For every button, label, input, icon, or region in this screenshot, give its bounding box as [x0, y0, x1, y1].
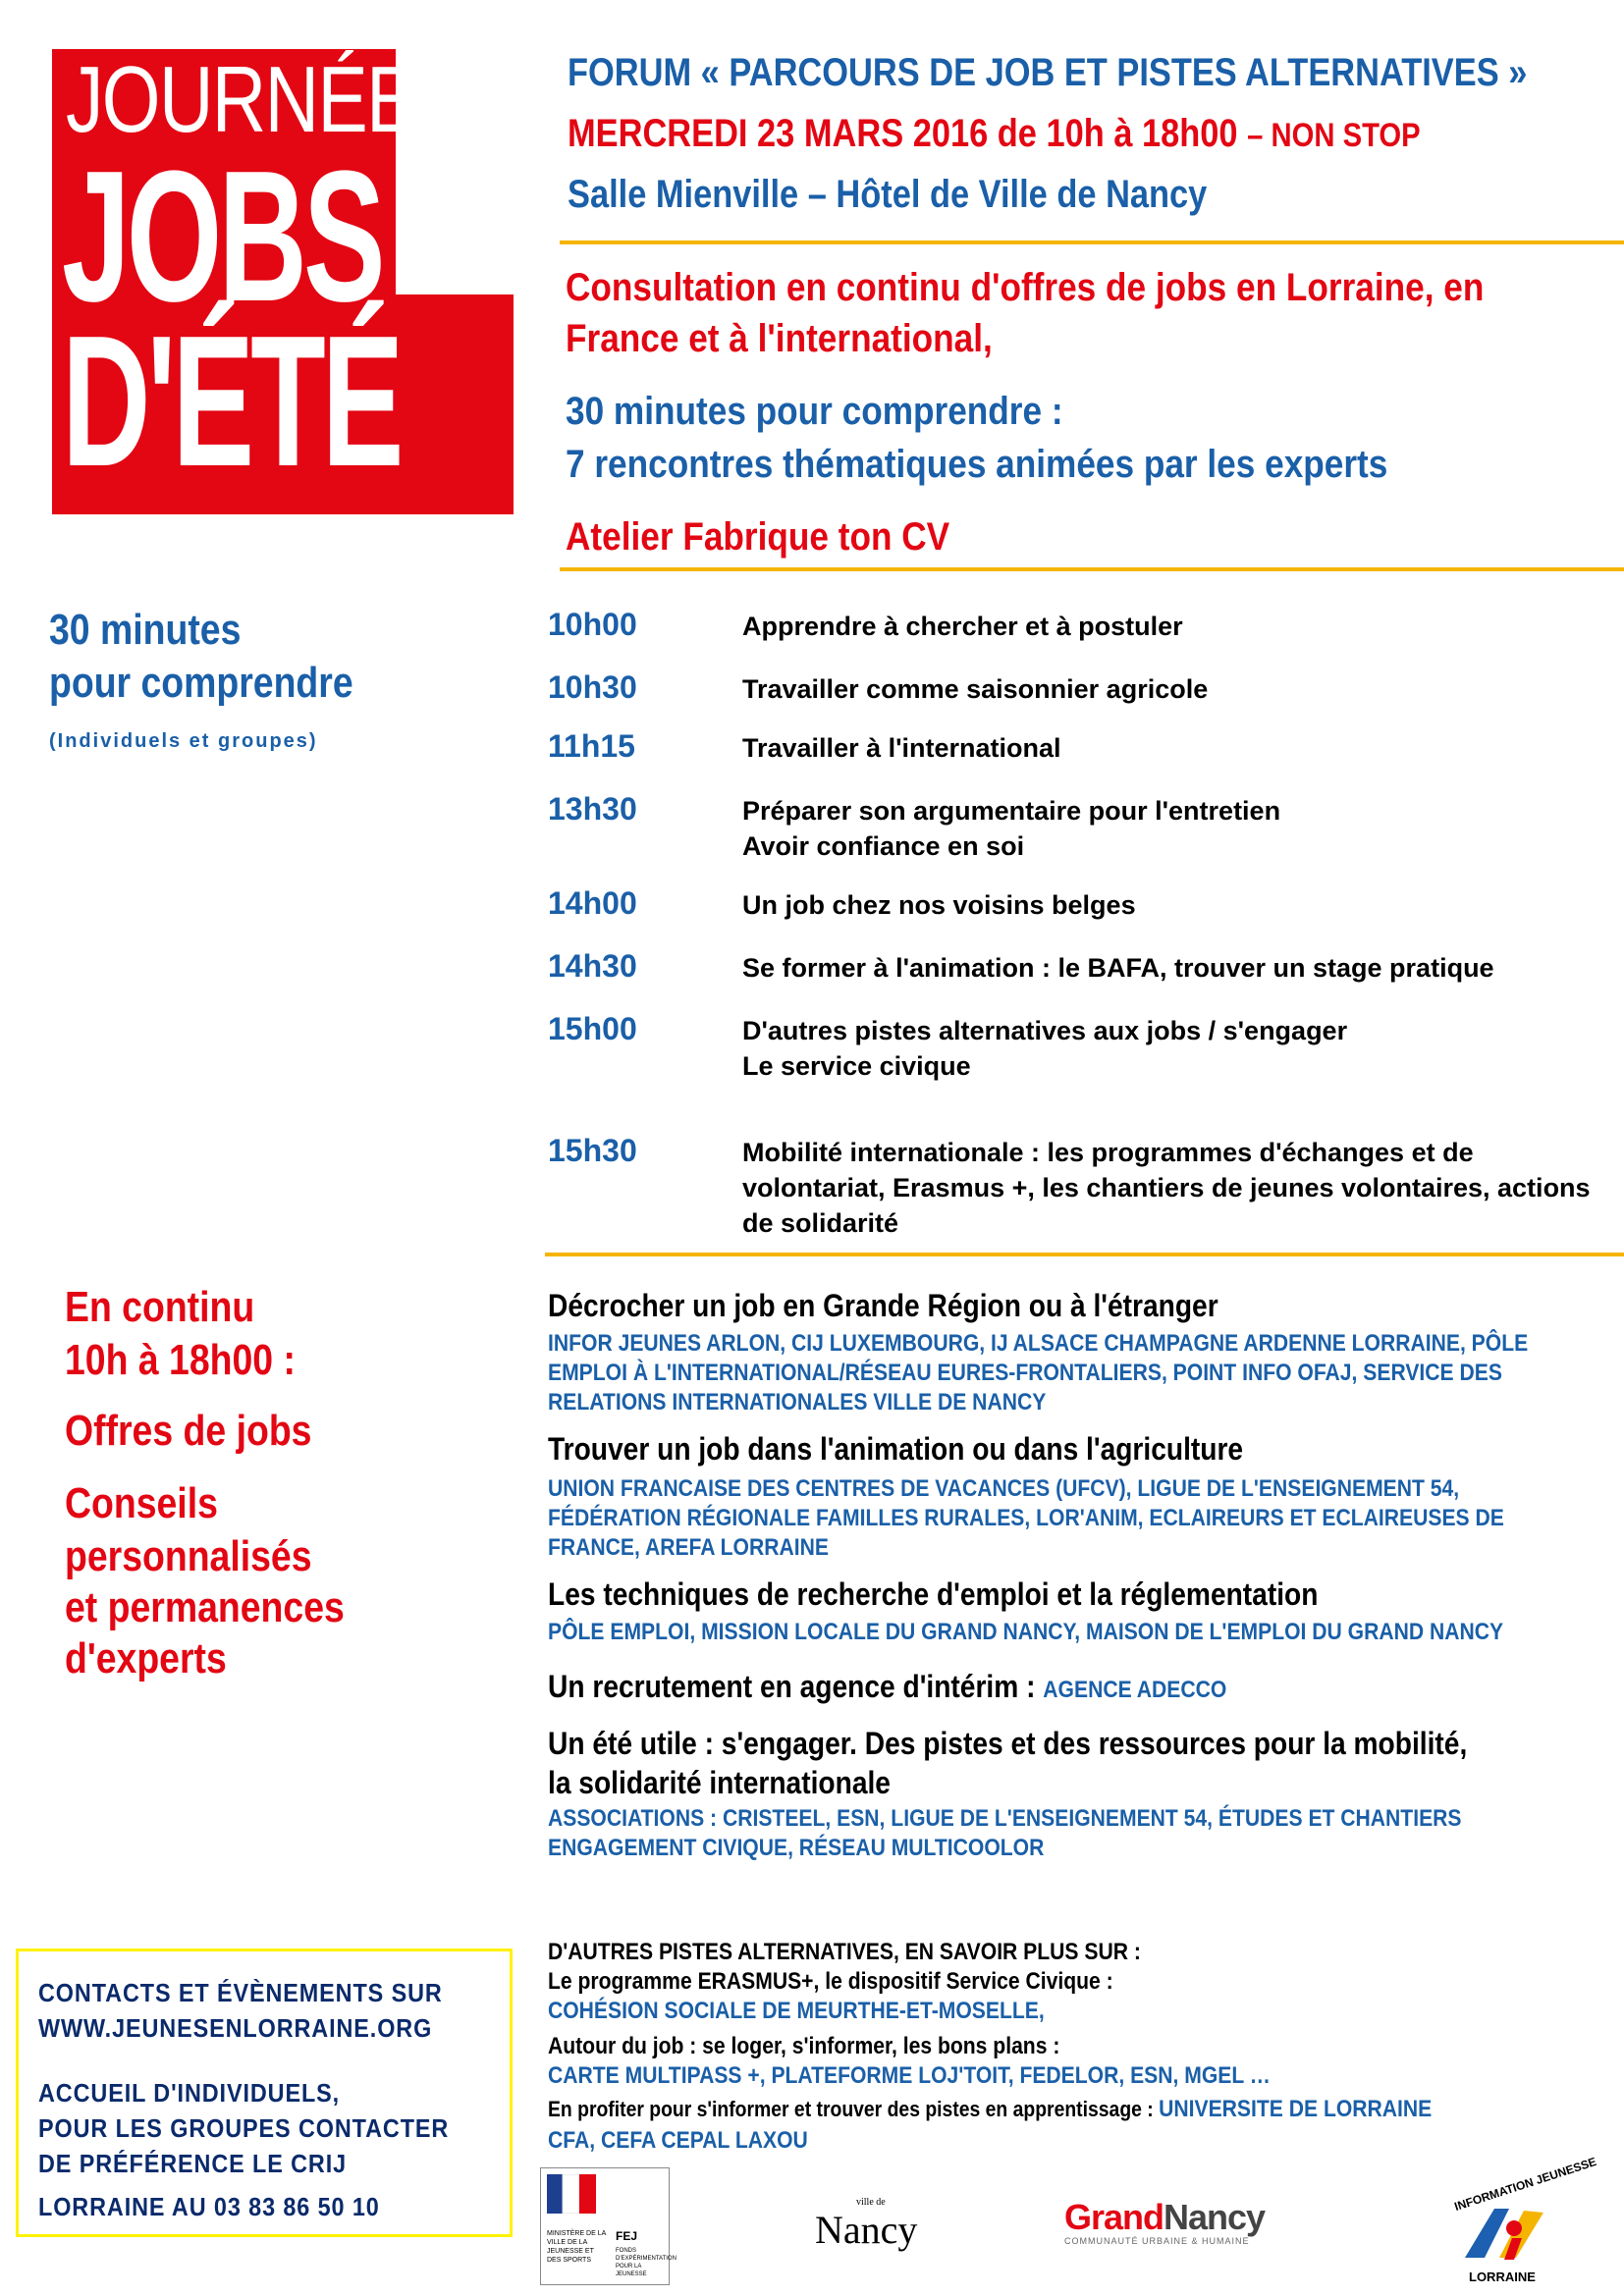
side2-line3: Offres de jobs: [65, 1407, 312, 1455]
nancy-label: Nancy: [815, 2208, 918, 2252]
logo-line-3: D'ÉTÉ: [62, 297, 401, 506]
intro-atelier: Atelier Fabrique ton CV: [566, 515, 950, 559]
schedule-talk: [742, 793, 1280, 864]
schedule-talk: [742, 609, 1183, 644]
ministere-logo: [540, 2167, 677, 2285]
nancy-label-2: Nancy: [1164, 2197, 1266, 2237]
theme-title-2: la solidarité internationale: [548, 1765, 891, 1800]
schedule-talk-line: Avoir confiance en soi: [742, 831, 1025, 861]
theme-title: Un été utile : s'engager. Des pistes et des ressources pour la mobilité,: [548, 1726, 1468, 1761]
side2-line4: Conseils: [65, 1479, 218, 1527]
schedule-time: 15h00: [548, 1011, 637, 1046]
forum-title: FORUM « PARCOURS DE JOB ET PISTES ALTERNATIVES »: [568, 51, 1528, 94]
theme-org-line: FRANCE, AREFA LORRAINE: [548, 1534, 829, 1561]
schedule-talk-line: Travailler à l'international: [742, 733, 1061, 763]
side1-line2: pour comprendre: [49, 659, 353, 707]
theme-inline-org: AGENCE ADECCO: [1043, 1677, 1227, 1703]
contact-phone: LORRAINE AU 03 83 86 50 10: [38, 2192, 380, 2221]
contact-line-3: ACCUEIL D'INDIVIDUELS,: [38, 2078, 341, 2108]
schedule-talk-line: Apprendre à chercher et à postuler: [742, 612, 1183, 641]
schedule-talk: [742, 950, 1494, 986]
contact-line-1: CONTACTS ET ÉVÈNEMENTS SUR: [38, 1978, 443, 2007]
schedule-time: 10h00: [548, 607, 637, 642]
schedule-time: 14h00: [548, 885, 637, 921]
alternatives-autour-org: CARTE MULTIPASS +, PLATEFORME LOJ'TOIT, FEDELOR, ESN, MGEL …: [548, 2062, 1271, 2089]
event-date: [568, 110, 1421, 157]
grand-nancy-logo: [1064, 2197, 1290, 2256]
alternatives-profiter-org2: CFA, CEFA CEPAL LAXOU: [548, 2127, 808, 2154]
theme-org-line: ENGAGEMENT CIVIQUE, RÉSEAU MULTICOOLOR: [548, 1835, 1045, 1861]
journee-jobs-ete-logo: [52, 49, 514, 514]
grand-label: Grand: [1064, 2197, 1164, 2237]
schedule-talk: [742, 1013, 1347, 1084]
schedule-talk: [742, 730, 1061, 766]
logo-line-2: JOBS: [62, 133, 382, 341]
theme-org-line: INFOR JEUNES ARLON, CIJ LUXEMBOURG, IJ ALSACE CHAMPAGNE ARDENNE LORRAINE, PÔLE: [548, 1330, 1529, 1357]
ij-top-label: INFORMATION JEUNESSE: [1452, 2154, 1598, 2215]
intro-minutes-2: 7 rencontres thématiques animées par les experts: [566, 443, 1388, 486]
theme-title: [548, 1667, 1226, 1710]
schedule-talk: [742, 1135, 1591, 1241]
divider-intro: [560, 567, 1624, 571]
alternatives-profiter-org1: UNIVERSITE DE LORRAINE: [1159, 2096, 1433, 2122]
ij-figure-icon: [1455, 2199, 1553, 2268]
side2-line5: personnalisés: [65, 1532, 312, 1580]
ministere-label: MINISTÈRE DE LA VILLE DE LA JEUNESSE ET DES SPORTS: [547, 2230, 606, 2264]
contact-website[interactable]: WWW.JEUNESENLORRAINE.ORG: [38, 2013, 433, 2043]
theme-title: Les techniques de recherche d'emploi et la réglementation: [548, 1576, 1319, 1612]
side2-line7: d'experts: [65, 1634, 227, 1682]
divider-top: [560, 240, 1624, 244]
schedule-talk-line: de solidarité: [742, 1208, 899, 1238]
intro-minutes-1: 30 minutes pour comprendre :: [566, 390, 1063, 433]
alternatives-heading: D'AUTRES PISTES ALTERNATIVES, EN SAVOIR PLUS SUR :: [548, 1939, 1141, 1965]
alternatives-profiter: [548, 2095, 1432, 2124]
intro-consultation-1: Consultation en continu d'offres de jobs en Lorraine, en: [566, 266, 1485, 309]
divider-schedule: [545, 1253, 1624, 1256]
side2-line2: 10h à 18h00 :: [65, 1336, 296, 1384]
schedule-time: 15h30: [548, 1133, 637, 1168]
theme-org-line: FÉDÉRATION RÉGIONALE FAMILLES RURALES, LOR'ANIM, ECLAIREURS ET ECLAIREUSES DE: [548, 1505, 1504, 1531]
alternatives-erasmus: Le programme ERASMUS+, le dispositif Service Civique :: [548, 1968, 1113, 1995]
schedule-time: 14h30: [548, 948, 637, 984]
schedule-talk-line: Le service civique: [742, 1051, 971, 1081]
information-jeunesse-logo: [1437, 2154, 1598, 2289]
event-place: Salle Mienville – Hôtel de Ville de Nancy: [568, 173, 1208, 216]
schedule-time: 10h30: [548, 669, 637, 705]
side2-line6: et permanences: [65, 1583, 345, 1631]
ij-bottom-label: LORRAINE: [1469, 2269, 1536, 2284]
theme-org-line: PÔLE EMPLOI, MISSION LOCALE DU GRAND NANCY, MAISON DE L'EMPLOI DU GRAND NANCY: [548, 1619, 1504, 1645]
event-date-suffix: – NON STOP: [1247, 117, 1421, 154]
event-date-main: MERCREDI 23 MARS 2016 de 10h à 18h00: [568, 112, 1238, 155]
schedule-time: 11h15: [548, 728, 635, 764]
theme-org-line: UNION FRANCAISE DES CENTRES DE VACANCES (UFCV), LIGUE DE L'ENSEIGNEMENT 54,: [548, 1475, 1460, 1502]
side1-line1: 30 minutes: [49, 606, 242, 654]
schedule-talk: [742, 887, 1136, 923]
theme-title-text: Un recrutement en agence d'intérim :: [548, 1669, 1036, 1704]
schedule-talk-line: volontariat, Erasmus +, les chantiers de jeunes volontaires, actions: [742, 1173, 1591, 1202]
schedule-time: 13h30: [548, 791, 637, 827]
alternatives-autour: Autour du job : se loger, s'informer, les bons plans :: [548, 2033, 1060, 2059]
schedule-talk-line: Mobilité internationale : les programmes d'échanges et de: [742, 1138, 1474, 1167]
theme-title: Décrocher un job en Grande Région ou à l'étranger: [548, 1288, 1218, 1323]
fej-label: FEJ: [616, 2229, 638, 2243]
theme-org-line: EMPLOI À L'INTERNATIONAL/RÉSEAU EURES-FRONTALIERS, POINT INFO OFAJ, SERVICE DES: [548, 1360, 1502, 1386]
contact-line-4: POUR LES GROUPES CONTACTER: [38, 2113, 450, 2143]
theme-title: Trouver un job dans l'animation ou dans l'agriculture: [548, 1431, 1244, 1467]
side2-line1: En continu: [65, 1283, 255, 1331]
schedule-talk-line: Un job chez nos voisins belges: [742, 890, 1136, 920]
fej-sub: FONDS D'EXPÉRIMENTATION POUR LA JEUNESSE: [616, 2248, 677, 2277]
theme-org-line: RELATIONS INTERNATIONALES VILLE DE NANCY: [548, 1389, 1047, 1415]
schedule-talk-line: Préparer son argumentaire pour l'entretien: [742, 796, 1281, 826]
schedule-talk-line: D'autres pistes alternatives aux jobs / s'engager: [742, 1016, 1348, 1045]
alternatives-erasmus-org: COHÉSION SOCIALE DE MEURTHE-ET-MOSELLE,: [548, 1998, 1045, 2024]
schedule-talk: [742, 671, 1208, 707]
contact-line-5: DE PRÉFÉRENCE LE CRIJ: [38, 2149, 348, 2178]
alternatives-profiter-text: En profiter pour s'informer et trouver des pistes en apprentissage :: [548, 2097, 1154, 2121]
contact-box: [16, 1949, 513, 2237]
ville-de-label: ville de: [856, 2197, 886, 2208]
grand-nancy-sub: COMMUNAUTÉ URBAINE & HUMAINE: [1064, 2236, 1250, 2246]
schedule-talk-line: Se former à l'animation : le BAFA, trouver un stage pratique: [742, 953, 1494, 983]
ville-nancy-logo: [813, 2197, 941, 2256]
theme-org-line: ASSOCIATIONS : CRISTEEL, ESN, LIGUE DE L'ENSEIGNEMENT 54, ÉTUDES ET CHANTIERS: [548, 1805, 1462, 1832]
side1-note: (Individuels et groupes): [49, 730, 318, 752]
republique-francaise-icon: [547, 2174, 596, 2214]
logo-line-1: JOURNÉE: [66, 49, 415, 152]
schedule-talk-line: Travailler comme saisonnier agricole: [742, 674, 1209, 704]
intro-consultation-2: France et à l'international,: [566, 317, 993, 360]
